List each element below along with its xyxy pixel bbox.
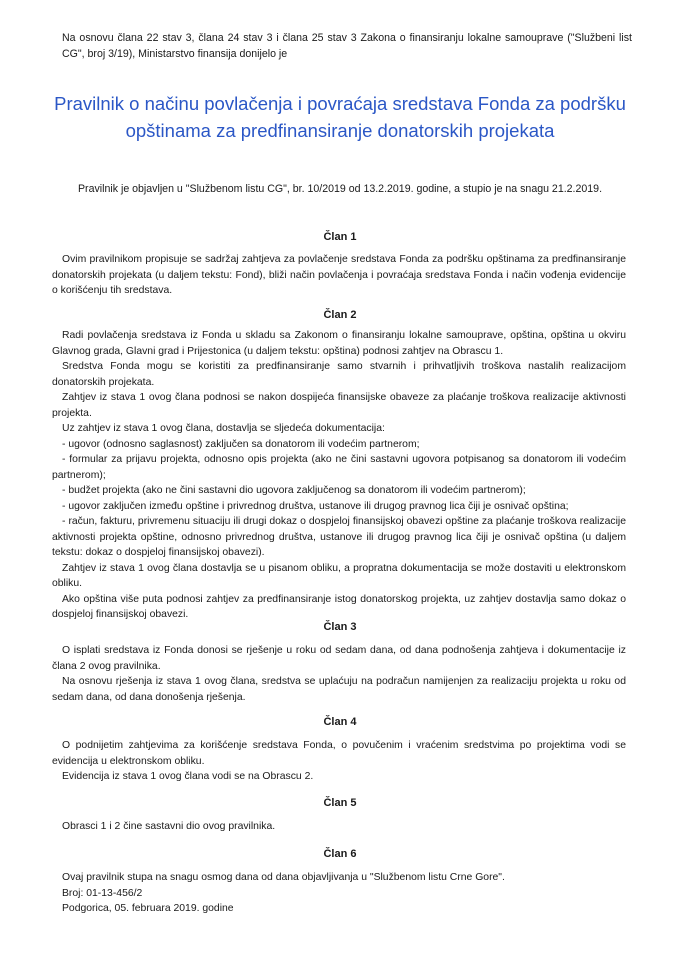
article-2-heading: Član 2 xyxy=(323,309,357,321)
article-2-list-item: - račun, fakturu, privremenu situaciju ili drugi dokaz o dospjeloj finansijskoj obavezi opštine za plaćanje troškova realizacije aktivnosti projekta opštine, odnosno privrednog društva, ustanove ili drugog pravnog lica čiji je osnivač opština (u daljem tekstu: dokaz o dospjeloj finansijskoj obavezi). xyxy=(52,516,626,558)
article-2-body xyxy=(52,328,626,623)
article-2-paragraph: Zahtjev iz stava 1 ovog člana dostavlja se u pisanom obliku, a propratna dokumentacija se može dostaviti u elektronskom obliku. xyxy=(52,562,626,589)
article-2-list-item: - ugovor (odnosno saglasnost) zaključen sa donatorom ili vodećim partnerom; xyxy=(62,438,420,450)
article-2-paragraph: Uz zahtjev iz stava 1 ovog člana, dostavlja se sljedeća dokumentacija: xyxy=(62,423,385,434)
article-6-body xyxy=(52,870,626,917)
article-4-paragraph: O podnijetim zahtjevima za korišćenje sredstava Fonda, o povučenim i vraćenim sredstvima po projektima vodi se evidencija u elektronskom obliku. xyxy=(52,740,626,767)
article-6-paragraph: Ovaj pravilnik stupa na snagu osmog dana od dana objavljivanja u "Službenom listu Crne Gore". xyxy=(62,872,505,883)
article-2-list-item: - budžet projekta (ako ne čini sastavni dio ugovora zaključenog sa donatorom ili vodećim partnerom); xyxy=(62,485,526,496)
article-4-heading: Član 4 xyxy=(323,716,357,728)
article-3-paragraph: O isplati sredstava iz Fonda donosi se rješenje u roku od sedam dana, od dana podnošenja zahtjeva i dokumentacije iz člana 2 ovog pravilnika. xyxy=(52,645,626,672)
article-4-paragraph: Evidencija iz stava 1 ovog člana vodi se na Obrascu 2. xyxy=(62,771,314,782)
document-title: Pravilnik o načinu povlačenja i povraćaja sredstava Fonda za podršku opštinama za predfinansiranje donatorskih projekata xyxy=(54,93,626,141)
place-and-date: Podgorica, 05. februara 2019. godine xyxy=(62,903,234,914)
article-3-paragraph: Na osnovu rješenja iz stava 1 ovog člana, sredstva se uplaćuju na podračun namijenjen za realizaciju projekta u roku od sedam dana, od dana donošenja rješenja. xyxy=(52,676,626,703)
article-2-paragraph: Zahtjev iz stava 1 ovog člana podnosi se nakon dospijeća finansijske obaveze za plaćanje troškova realizacije aktivnosti projekta. xyxy=(52,392,626,419)
article-3-body xyxy=(52,643,626,705)
preamble: Na osnovu člana 22 stav 3, člana 24 stav 3 i člana 25 stav 3 Zakona o finansiranju lokalne samouprave ("Službeni list CG", broj 3/19), Ministarstvo finansija donijelo je xyxy=(62,32,632,60)
article-1-paragraph: Ovim pravilnikom propisuje se sadržaj zahtjeva za povlačenje sredstava Fonda za podršku opštinama za predfinansiranje donatorskih projekata (u daljem tekstu: Fond), bliži način povlačenja i povraćaja sredstava Fonda i način vođenja evidencije o korišćenju tih sredstava. xyxy=(52,254,626,296)
article-2-list-item: - formular za prijavu projekta, odnosno opis projekta (ako ne čini sastavni ugovora potpisanog sa donatorom ili vodećim partnerom); xyxy=(52,454,626,481)
article-1-body xyxy=(52,252,626,299)
article-3-heading: Član 3 xyxy=(323,621,357,633)
article-5-heading: Član 5 xyxy=(323,797,357,809)
article-2-list-item: - ugovor zaključen između opštine i privrednog društva, ustanove ili drugog pravnog lica čiji je osnivač opština; xyxy=(62,500,569,512)
article-6-heading: Član 6 xyxy=(323,848,357,860)
article-2-paragraph: Radi povlačenja sredstava iz Fonda u skladu sa Zakonom o finansiranju lokalne samouprave, opština, opština u okviru Glavnog grada, Glavni grad i Prijestonica (u daljem tekstu: opština) podnosi zahtjev na Obrascu 1. xyxy=(52,330,626,357)
article-4-body xyxy=(52,738,626,785)
article-2-paragraph: Sredstva Fonda mogu se koristiti za predfinansiranje samo stvarnih i prihvatljivih troškova nastalih realizacijom donatorskih projekata. xyxy=(52,361,626,388)
article-2-paragraph: Ako opština više puta podnosi zahtjev za predfinansiranje istog donatorskog projekta, uz zahtjev dostavlja samo dokaz o dospjeloj finansijskoj obavezi. xyxy=(52,593,626,620)
article-5-body xyxy=(52,819,626,835)
document-number: Broj: 01-13-456/2 xyxy=(62,887,143,899)
article-1-heading: Član 1 xyxy=(323,231,357,243)
publication-note: Pravilnik je objavljen u "Službenom listu CG", br. 10/2019 od 13.2.2019. godine, a stupio je na snagu 21.2.2019. xyxy=(77,183,603,195)
article-5-paragraph: Obrasci 1 i 2 čine sastavni dio ovog pravilnika. xyxy=(62,821,276,832)
